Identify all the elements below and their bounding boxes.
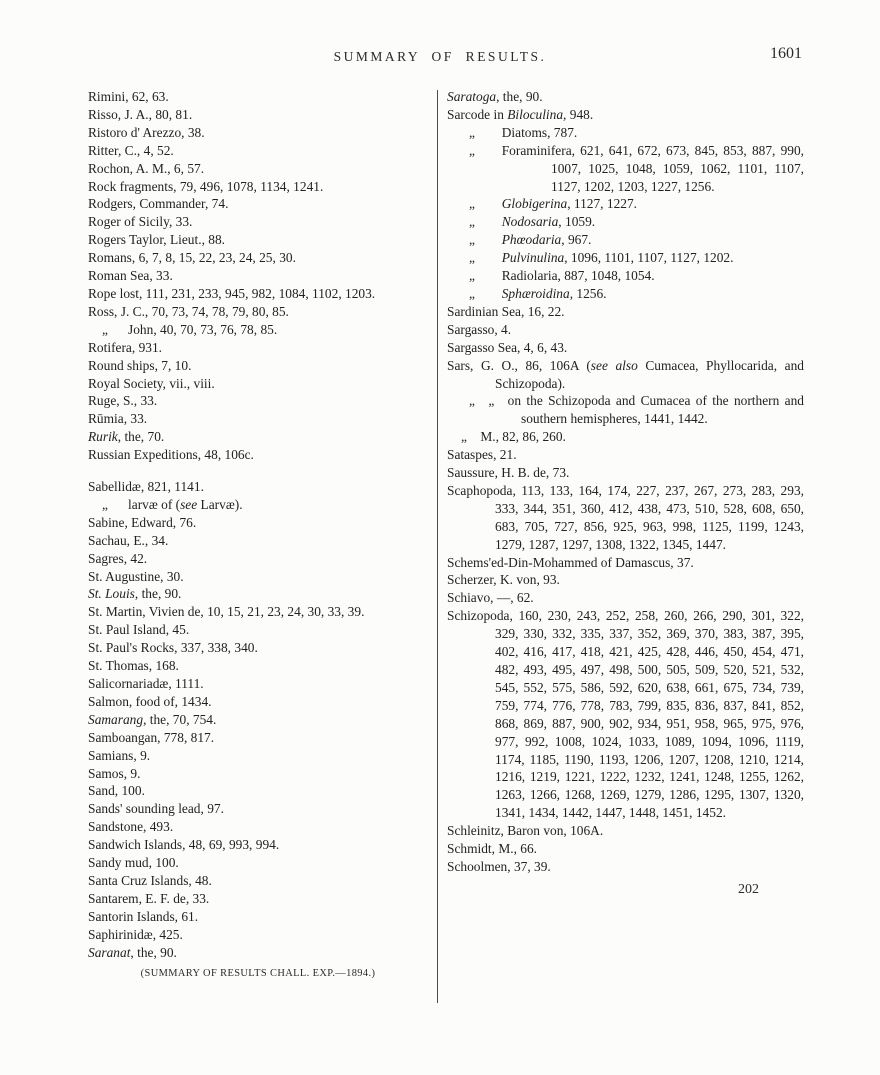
entry-text: Romans, 6, 7, 8, 15, 22, 23, 24, 25, 30. [88, 250, 296, 266]
index-entry [88, 124, 428, 142]
entry-text: „ larvæ of ( [102, 496, 181, 512]
entry-text: Sars, G. O., 86, 106A ( [447, 357, 591, 373]
entry-text: Ruge, S., 33. [88, 393, 158, 409]
index-entry [88, 285, 428, 303]
index-entry [88, 142, 428, 160]
entry-text: , the, 70, 754. [143, 711, 217, 727]
index-entry [469, 285, 804, 303]
entry-text: Schleinitz, Baron von, 106A. [447, 823, 604, 839]
entry-text: Sagres, 42. [88, 550, 148, 566]
entry-text: „ [469, 268, 502, 284]
index-entry [88, 410, 428, 428]
italic-term: Saranat [88, 944, 131, 960]
entry-text: „ John, 40, 70, 73, 76, 78, 85. [102, 321, 278, 337]
entry-text: Rock fragments, 79, 496, 1078, 1134, 1241. [88, 178, 324, 194]
index-entry [447, 88, 804, 106]
index-entry [447, 464, 804, 482]
page-number: 1601 [770, 45, 802, 62]
index-entry [88, 639, 428, 657]
index-entry [88, 854, 428, 872]
left-column [88, 88, 428, 1075]
entry-text: , 948. [563, 106, 594, 122]
index-entry [88, 88, 428, 106]
index-entry [447, 589, 804, 607]
entry-text: „ M., 82, 86, 260. [461, 429, 566, 445]
entry-text: , the, 90. [134, 586, 182, 602]
index-entry [447, 482, 804, 554]
index-entry [469, 267, 804, 285]
entry-text: Saphirinidæ, 425. [88, 926, 183, 942]
index-entry [88, 231, 428, 249]
index-entry [102, 321, 428, 339]
entry-text: , the, 90. [130, 944, 177, 960]
entry-text: „ [469, 124, 502, 140]
entry-text: Schiavo, —, 62. [447, 590, 534, 606]
entry-text: Rogers Taylor, Lieut., 88. [88, 232, 225, 248]
index-entry [88, 303, 428, 321]
entry-text: St. Paul's Rocks, 337, 338, 340. [88, 640, 258, 656]
index-entry [88, 478, 428, 496]
entry-text: Santa Cruz Islands, 48. [88, 872, 212, 888]
index-entry [88, 428, 428, 446]
entry-text: Ristoro d' Arezzo, 38. [88, 124, 205, 140]
index-entry [88, 550, 428, 568]
entry-text: Foraminifera, 621, 641, 672, 673, 845, 853, 887, 990, 1007, 1025, 1048, 1059, 1062, 1101, 1107, 1127, 1202, 1203, 1227, 1256. [501, 142, 804, 194]
entry-text: Larvæ). [197, 496, 243, 512]
entry-text: „ [469, 232, 502, 248]
index-entry [88, 693, 428, 711]
entry-text: , 967. [561, 232, 592, 248]
entry-text: Sand, 100. [88, 783, 145, 799]
index-entry [447, 339, 804, 357]
entry-text: Sargasso Sea, 4, 6, 43. [447, 339, 568, 355]
entry-text: Sabellidæ, 821, 1141. [88, 479, 204, 495]
entry-text: Rūmia, 33. [88, 411, 148, 427]
entry-text: Sataspes, 21. [447, 447, 517, 463]
index-entry [447, 446, 804, 464]
index-entry [88, 446, 428, 464]
entry-text: „ [469, 214, 502, 230]
entry-text: , 1096, 1101, 1107, 1127, 1202. [564, 250, 734, 266]
italic-term: Pulvinulina [501, 250, 565, 266]
index-entry [88, 357, 428, 375]
imprint-line: (SUMMARY OF RESULTS CHALL. EXP.—1894.) [140, 967, 376, 979]
italic-term: Sphæroidina [501, 285, 570, 301]
entry-text: Rimini, 62, 63. [88, 89, 169, 104]
index-entry [88, 747, 428, 765]
entry-text: Ross, J. C., 70, 73, 74, 78, 79, 80, 85. [88, 303, 289, 319]
index-entry [88, 890, 428, 908]
entry-text: Salmon, food of, 1434. [88, 693, 212, 709]
italic-term: see also [590, 357, 638, 373]
index-entry [469, 124, 804, 142]
entry-text: Roman Sea, 33. [88, 268, 173, 284]
index-entry [88, 585, 428, 603]
entry-text: Sandstone, 493. [88, 819, 174, 835]
entry-text: „ [469, 142, 502, 158]
index-entry [447, 357, 804, 393]
index-entry [469, 213, 804, 231]
entry-text: Samos, 9. [88, 765, 141, 781]
index-entry [447, 554, 804, 572]
entry-text: St. Augustine, 30. [88, 568, 184, 584]
column-divider [437, 90, 438, 1003]
index-entry [88, 195, 428, 213]
entry-text: Schoolmen, 37, 39. [447, 858, 551, 874]
entry-text: Roger of Sicily, 33. [88, 214, 193, 230]
entry-text: Sargasso, 4. [447, 321, 512, 337]
index-entry [469, 142, 804, 196]
entry-text: Scaphopoda, 113, 133, 164, 174, 227, 237, 267, 273, 283, 293, 333, 344, 351, 360, 412, 438, 473, 510, 528, 608, 650, 683, 705, 727, 856, 925, 963, 998, 1125, 1199, 1243, 1279, 1287, 1297, 1308, 1322, 1345, 1447. [447, 482, 804, 552]
index-entry [88, 729, 428, 747]
entry-text: Rochon, A. M., 6, 57. [88, 160, 205, 176]
index-entry [447, 571, 804, 589]
index-entry [469, 392, 804, 428]
entry-text: Rope lost, 111, 231, 233, 945, 982, 1084, 1102, 1203. [88, 285, 376, 301]
index-entry [88, 765, 428, 783]
entry-text: Diatoms, 787. [501, 124, 578, 140]
entry-text: Santarem, E. F. de, 33. [88, 890, 210, 906]
entry-text: „ „ on the Schizopoda and Cumacea of the northern and southern hemispheres, 1441, 1442. [469, 393, 804, 427]
index-entry [88, 106, 428, 124]
index-entry [461, 428, 804, 446]
entry-text: Samians, 9. [88, 747, 151, 763]
index-entry [88, 818, 428, 836]
entry-text: St. Martin, Vivien de, 10, 15, 21, 23, 24, 30, 33, 39. [88, 604, 365, 620]
index-entry [469, 195, 804, 213]
italic-term: Samarang [88, 711, 144, 727]
entry-text: , the, 90. [496, 89, 543, 104]
entry-text: Sandwich Islands, 48, 69, 993, 994. [88, 837, 280, 853]
entry-text: Schizopoda, 160, 230, 243, 252, 258, 260, 266, 290, 301, 322, 329, 330, 332, 335, 337, 352, 369, 370, 383, 387, 395, 402, 416, 417, 418, 421, 425, 428, 446, 450, 454, 471, 482, 493, 495, 497, 498, 500, 505, 509, 520, 521, 532, 545, 552, 575, 586, 592, 620, 638, 661, 675, 734, 739, 759, 774, 776, 778, 783, 799, 835, 836, 837, 841, 852, 868, 869, 887, 900, 902, 934, 951, 958, 965, 975, 976, 977, 992, 1008, 1024, 1033, 1089, 1094, 1096, 1119, 1174, 1185, 1190, 1193, 1206, 1207, 1208, 1210, 1214, 1216, 1219, 1221, 1222, 1232, 1241, 1248, 1255, 1262, 1263, 1266, 1268, 1269, 1279, 1286, 1295, 1307, 1320, 1341, 1434, 1442, 1447, 1448, 1451, 1452. [447, 608, 804, 821]
index-entry [88, 621, 428, 639]
index-entry [88, 392, 428, 410]
index-entry [88, 267, 428, 285]
italic-term: Biloculina [507, 106, 564, 122]
right-column [447, 88, 804, 1075]
index-entry [88, 926, 428, 944]
index-entry [88, 603, 428, 621]
index-entry [447, 858, 804, 876]
entry-text: Ritter, C., 4, 52. [88, 142, 174, 158]
entry-text: St. Thomas, 168. [88, 658, 179, 674]
index-entry [88, 782, 428, 800]
entry-text: , the, 70. [117, 429, 165, 445]
index-entry [88, 944, 428, 962]
index-entry [469, 231, 804, 249]
index-entry [469, 249, 804, 267]
index-entry [447, 106, 804, 124]
signature-mark: 202 [738, 881, 759, 897]
index-entry [447, 321, 804, 339]
index-entry [88, 711, 428, 729]
italic-term: Phœodaria [501, 232, 562, 248]
entry-text: Sarcode in [447, 106, 508, 122]
italic-term: Globigerina [501, 196, 568, 212]
entry-text: Salicornariadæ, 1111. [88, 676, 204, 691]
entry-text: „ [469, 196, 502, 212]
index-entry [88, 800, 428, 818]
italic-term: Saratoga [447, 89, 497, 104]
index-entry [88, 514, 428, 532]
entry-text: , 1127, 1227. [567, 196, 638, 212]
entry-text: Sands' sounding lead, 97. [88, 801, 224, 817]
right-column-entries [447, 88, 804, 876]
entry-text: Schems'ed-Din-Mohammed of Damascus, 37. [447, 554, 694, 570]
entry-text: Russian Expeditions, 48, 106c. [88, 447, 254, 463]
index-entry [88, 836, 428, 854]
entry-text: , 1059. [558, 214, 596, 230]
entry-text: Radiolaria, 887, 1048, 1054. [501, 268, 655, 284]
entry-text: Cumacea, Phyllocarida, and Schizopoda). [495, 357, 804, 391]
italic-term: Rurik [88, 429, 118, 445]
entry-text: Sachau, E., 34. [88, 532, 169, 548]
entry-text: Sardinian Sea, 16, 22. [447, 303, 565, 319]
entry-text: „ [469, 285, 502, 301]
entry-text: Royal Society, vii., viii. [88, 375, 215, 391]
entry-text: „ [469, 250, 502, 266]
entry-text: Santorin Islands, 61. [88, 908, 199, 924]
index-entry [88, 657, 428, 675]
index-entry [88, 675, 428, 693]
index-entry [447, 822, 804, 840]
index-entry [88, 375, 428, 393]
entry-text: Round ships, 7, 10. [88, 357, 192, 373]
italic-term: see [180, 496, 198, 512]
index-entry [447, 840, 804, 858]
index-entry [102, 496, 428, 514]
entry-text: Sabine, Edward, 76. [88, 514, 197, 530]
italic-term: St. Louis [88, 586, 135, 602]
index-entry [88, 568, 428, 586]
entry-text: Schmidt, M., 66. [447, 841, 538, 857]
running-title: SUMMARY OF RESULTS. [333, 49, 547, 64]
index-entry [447, 607, 804, 822]
italic-term: Nodosaria [501, 214, 559, 230]
entry-text: Scherzer, K. von, 93. [447, 572, 560, 588]
left-column-entries [88, 88, 428, 962]
entry-text: , 1256. [569, 285, 607, 301]
index-entry [88, 532, 428, 550]
entry-text: Sandy mud, 100. [88, 855, 179, 871]
index-columns [88, 88, 804, 1075]
index-entry [88, 339, 428, 357]
index-entry [88, 908, 428, 926]
entry-text: Rodgers, Commander, 74. [88, 196, 229, 212]
entry-text: Saussure, H. B. de, 73. [447, 465, 570, 481]
entry-text: Risso, J. A., 80, 81. [88, 106, 193, 122]
index-entry [447, 303, 804, 321]
entry-text: St. Paul Island, 45. [88, 622, 190, 638]
entry-text: Samboangan, 778, 817. [88, 729, 215, 745]
index-entry [88, 160, 428, 178]
index-entry [88, 872, 428, 890]
index-entry [88, 249, 428, 267]
index-entry [88, 178, 428, 196]
index-entry [88, 213, 428, 231]
entry-text: Rotifera, 931. [88, 339, 163, 355]
